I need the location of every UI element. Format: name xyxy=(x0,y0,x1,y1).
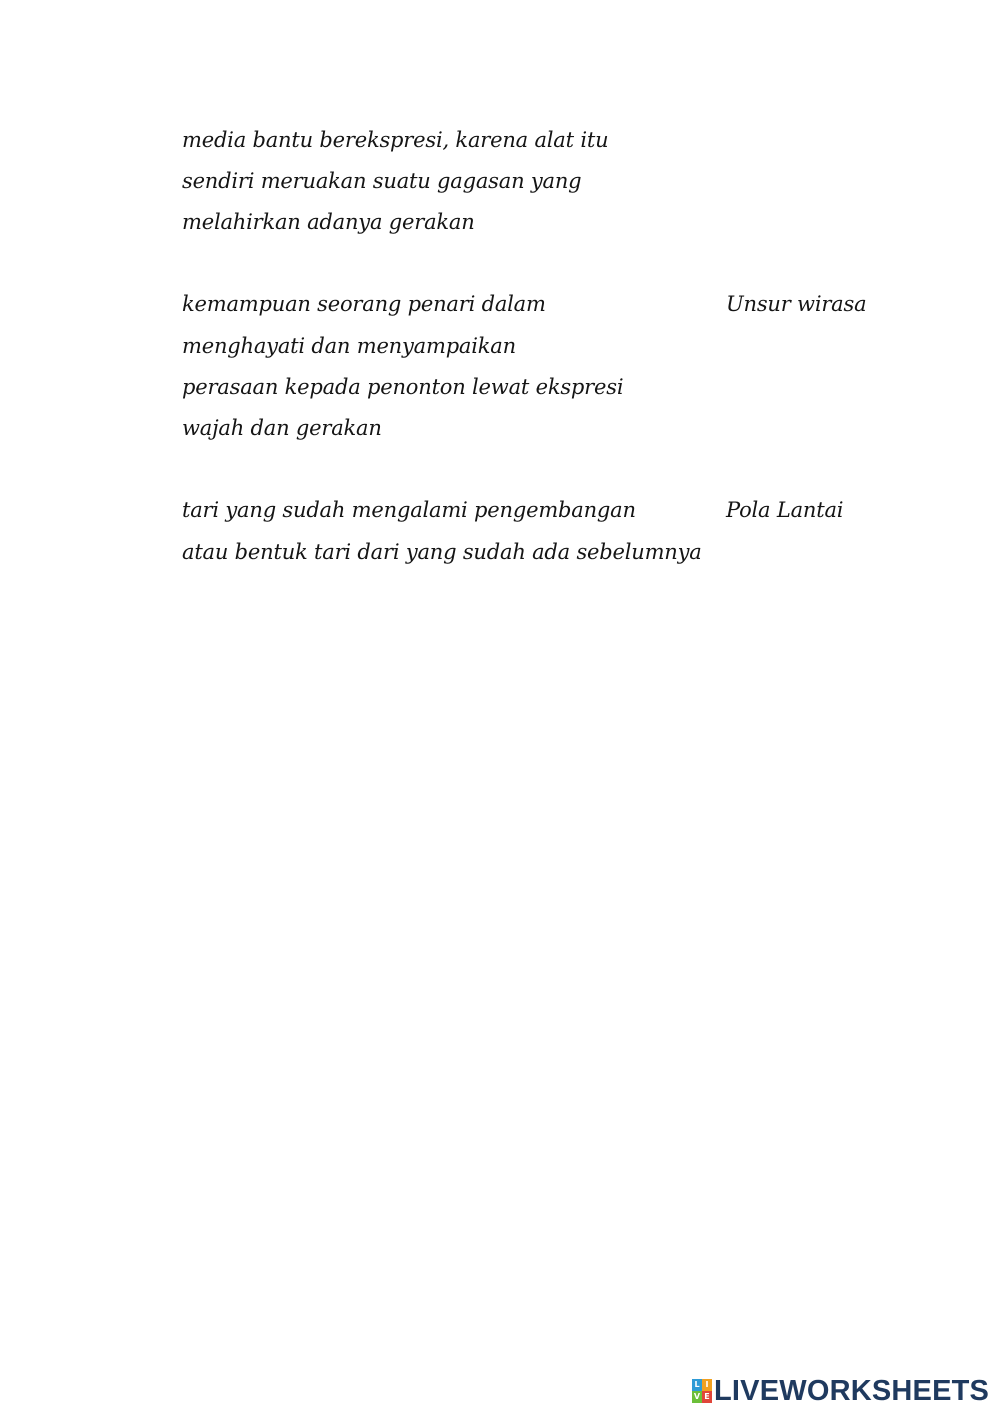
definition-line: sendiri meruakan suatu gagasan yang xyxy=(182,169,582,193)
definition-line: wajah dan gerakan xyxy=(182,416,382,440)
liveworksheets-logo xyxy=(692,1376,989,1406)
term-label-pola-lantai: Pola Lantai xyxy=(726,498,844,522)
brand-name: LIVEWORKSHEETS xyxy=(714,1374,990,1407)
definition-line: media bantu berekspresi, karena alat itu xyxy=(182,128,609,152)
definition-line: atau bentuk tari dari yang sudah ada sebelumnya xyxy=(182,540,702,564)
term-label-unsur-wirasa: Unsur wirasa xyxy=(726,292,867,316)
logo-letter-v: V xyxy=(693,1392,701,1401)
definition-line: perasaan kepada penonton lewat ekspresi xyxy=(182,375,624,399)
logo-letter-i: I xyxy=(702,1379,712,1391)
definition-line: melahirkan adanya gerakan xyxy=(182,210,475,234)
liveworksheets-logo-icon xyxy=(692,1379,712,1403)
definition-line: menghayati dan menyampaikan xyxy=(182,334,516,358)
logo-letter-e: E xyxy=(702,1391,712,1403)
definition-line: tari yang sudah mengalami pengembangan xyxy=(182,498,636,522)
logo-letter-l: L xyxy=(692,1379,702,1391)
definition-line: kemampuan seorang penari dalam xyxy=(182,292,546,316)
